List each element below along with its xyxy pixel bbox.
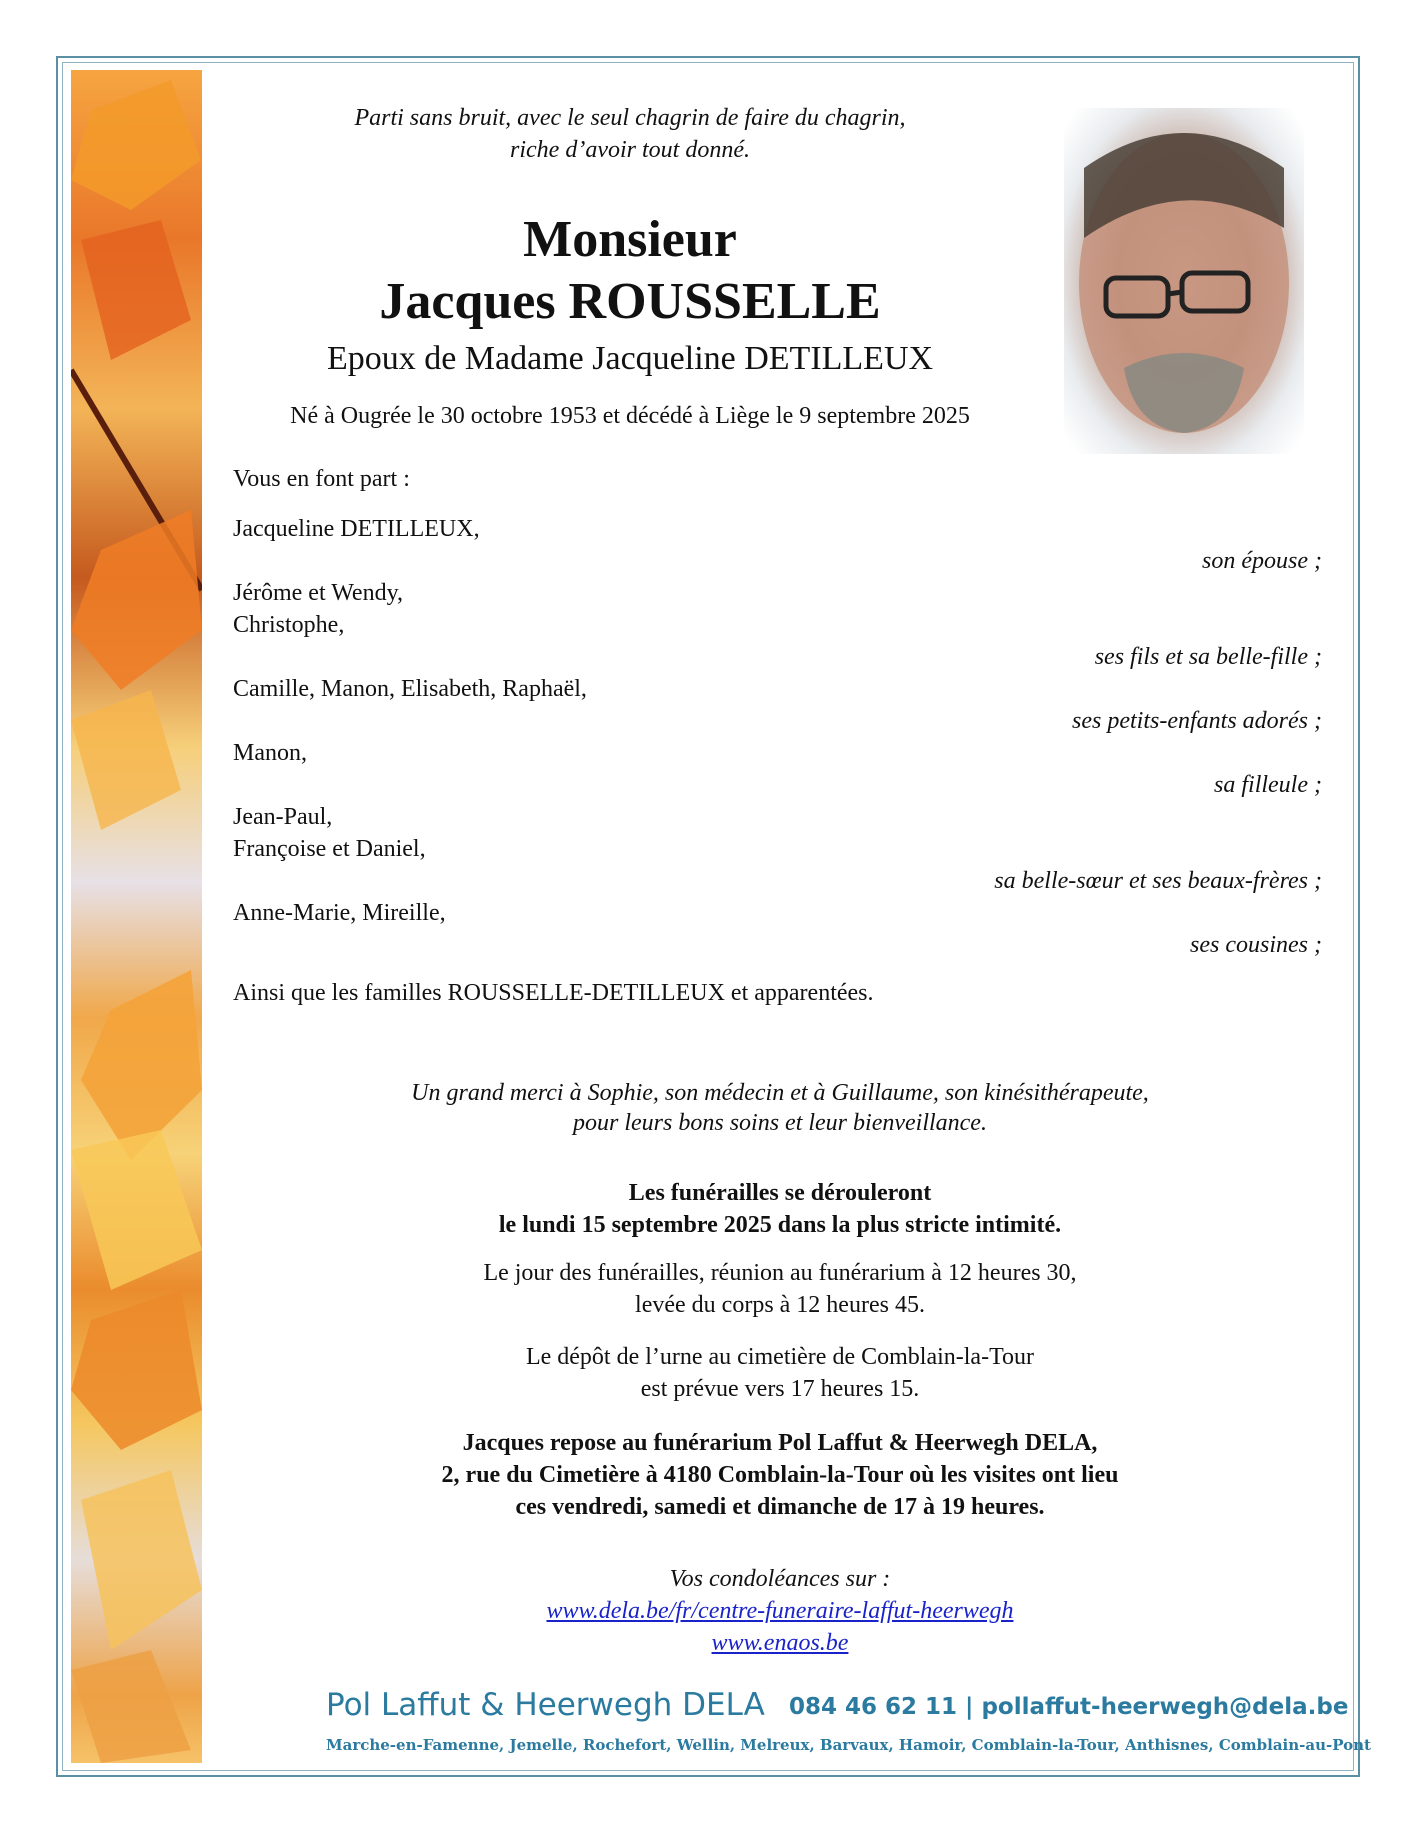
visits-line-1: Jacques repose au funérarium Pol Laffut & Heerwegh DELA, <box>462 1430 1098 1456</box>
spouse-line: Epoux de Madame Jacqueline DETILLEUX <box>326 340 934 377</box>
family-name: Jacqueline DETILLEUX, <box>233 516 480 542</box>
family-relation: son épouse ; <box>1202 548 1322 574</box>
family-name: Manon, <box>233 740 307 766</box>
honorific: Monsieur <box>523 211 737 268</box>
meeting-line-1: Le jour des funérailles, réunion au funérarium à 12 heures 30, <box>483 1260 1077 1286</box>
families-line: Ainsi que les familles ROUSSELLE-DETILLEUX et apparentées. <box>233 980 874 1006</box>
urn-line-2: est prévue vers 17 heures 15. <box>640 1376 920 1402</box>
funeral-heading-1: Les funérailles se dérouleront <box>628 1180 932 1206</box>
memorial-quote <box>230 102 1030 166</box>
portrait-photo <box>1064 108 1304 454</box>
thanks-line-1: Un grand merci à Sophie, son médecin et à Guillaume, son kinésithérapeute, <box>411 1080 1149 1106</box>
family-name: Jérôme et Wendy, <box>233 580 404 606</box>
visits-line-2: 2, rue du Cimetière à 4180 Comblain-la-Tour où les visites ont lieu <box>441 1462 1119 1488</box>
quote-line-1: Parti sans bruit, avec le seul chagrin de faire du chagrin, <box>354 105 906 131</box>
birth-death-line: Né à Ougrée le 30 octobre 1953 et décédé à Liège le 9 septembre 2025 <box>290 403 970 429</box>
family-relation: sa filleule ; <box>1214 772 1322 798</box>
visits-line-3: ces vendredi, samedi et dimanche de 17 à 19 heures. <box>515 1494 1045 1520</box>
family-relation: ses petits-enfants adorés ; <box>1072 708 1322 734</box>
enaos-link[interactable]: www.enaos.be <box>711 1630 849 1656</box>
autumn-leaves-image <box>71 70 202 1763</box>
condolences-label: Vos condoléances sur : <box>669 1566 891 1592</box>
funeral-home-contact: 084 46 62 11 | pollaffut-heerwegh@dela.be <box>789 1694 1349 1720</box>
family-relation: ses fils et sa belle-fille ; <box>1094 644 1322 670</box>
funeral-heading-2: le lundi 15 septembre 2025 dans la plus stricte intimité. <box>498 1212 1062 1238</box>
deceased-name: Jacques ROUSSELLE <box>379 273 881 330</box>
funeral-home-towns: Marche-en-Famenne, Jemelle, Rochefort, Wellin, Melreux, Barvaux, Hamoir, Comblain-la-Tour, Anthisnes, Comblain-au-Pont <box>326 1736 1371 1754</box>
thanks-line-2: pour leurs bons soins et leur bienveillance. <box>573 1110 987 1136</box>
family-name: Françoise et Daniel, <box>233 836 426 862</box>
family-name: Christophe, <box>233 612 345 638</box>
funeral-home-brand: Pol Laffut & Heerwegh DELA <box>326 1687 765 1723</box>
meeting-line-2: levée du corps à 12 heures 45. <box>635 1292 925 1318</box>
family-relation: ses cousines ; <box>1190 932 1322 958</box>
family-name: Camille, Manon, Elisabeth, Raphaël, <box>233 676 587 702</box>
family-name: Anne-Marie, Mireille, <box>233 900 446 926</box>
urn-line-1: Le dépôt de l’urne au cimetière de Comblain-la-Tour <box>525 1344 1035 1370</box>
dela-condolences-link[interactable]: www.dela.be/fr/centre-funeraire-laffut-heerwegh <box>546 1598 1014 1624</box>
family-name: Jean-Paul, <box>233 804 333 830</box>
announce-intro: Vous en font part : <box>233 466 410 492</box>
family-relation: sa belle-sœur et ses beaux-frères ; <box>994 868 1322 894</box>
quote-line-2: riche d’avoir tout donné. <box>510 137 750 163</box>
